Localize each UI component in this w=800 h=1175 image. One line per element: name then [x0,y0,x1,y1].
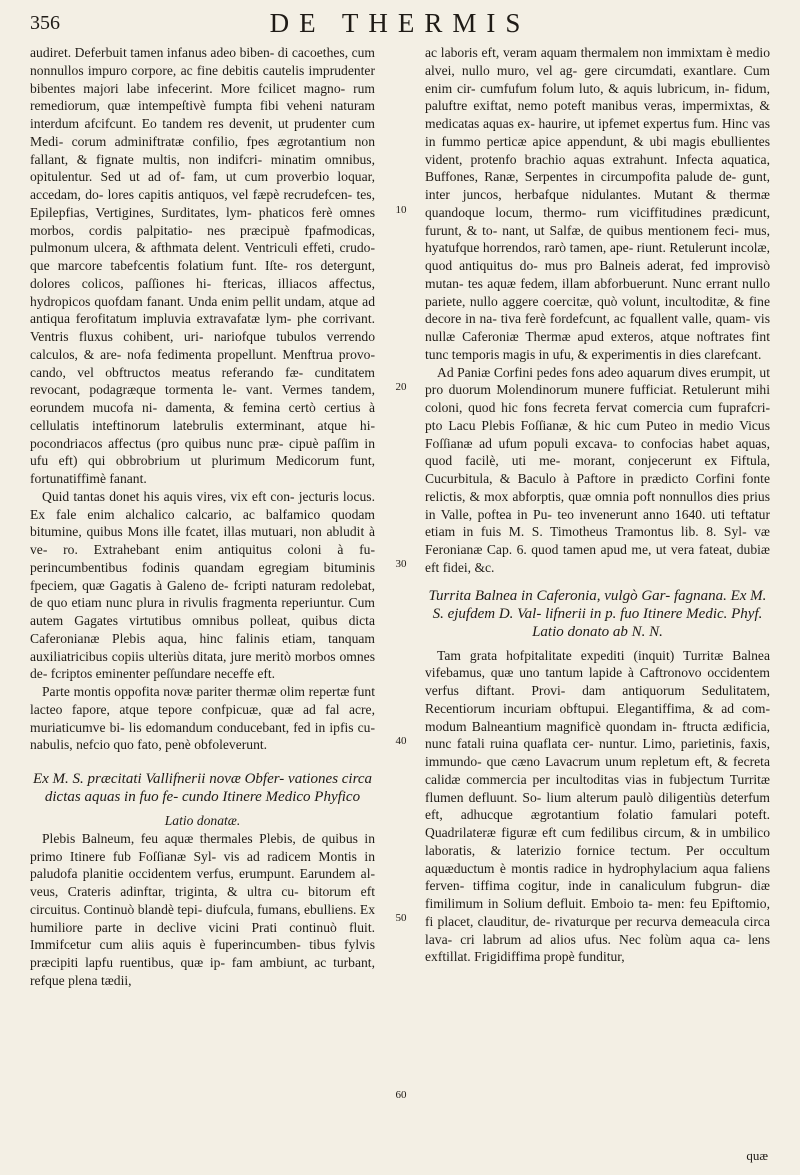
paragraph: Parte montis oppofita novæ pariter thermæ olim repertæ funt lacteo fapore, atque tepore confpicuæ, quæ ad fal acre, muriaticumve bi- lis edomandum conducebant, fed in ipfis cu- nabulis, nefcio quo fato, penè obfoleverunt. [30,684,375,753]
section-heading: Turrita Balnea in Caferonia, vulgò Gar- fagnana. Ex M. S. ejufdem D. Val- lifnerii in p. fuo Itinere Medic. Phyf. Latio donato ab N. N. [428,587,767,640]
catchword: quæ [746,1148,768,1163]
paragraph: Plebis Balneum, feu aquæ thermales Plebis, de quibus in primo Itinere fub Foſſianæ Syl- vis ad radicem Montis in paludofa planitie occidentem verfus, erumpunt. Earundem al- veus, Crateris adinftar, triginta, & ultra cu- bitorum eft circuitus. Continuò blandè tepi- diufcula, fumans, ebulliens. Ex humiliore parte in declive vicini Prati continuò fluit. Immifcetur cum aliis aquis è fuperincumben- tibus fylvis præcipiti lapfu ruentibus, quæ ip- fam ambiunt, ac turbant, refque plena tædii, [30,830,375,988]
paragraph: Ad Paniæ Corfini pedes fons adeo aquarum dives erumpit, ut pro duorum Molendinorum munere fufficiat. Retulerunt mihi coloni, quod hic fons fecreta fervat comercia cum fuprafcri- pto Lacu Plebis Foſſianæ, & hic cum Puteo in medio Vicus Foſſianæ ad ufum populi excava- to confocias habet aquas, quod facilè, uti me- morant, conjecerunt ex Fiftula, Cucurbitula, & Baculo à Paftore in prædicto Corfini fonte relictis, & mox abforptis, quæ omnia poft nonnullos dies prius in Valle, poftea in Pu- teo invenerunt anno 1640. uti teftatur etiam in fuis M. S. Timotheus Tramontus lib. 8. Syl- væ Feronianæ Cap. 6. quod tamen apud me, ut vera fateat, dubiæ eft fidei, &c. [425,364,770,575]
line-number: 50 [395,912,407,924]
line-number: 20 [395,381,407,393]
paragraph: audiret. Deferbuit tamen infanus adeo biben- di cacoethes, cum nonnullos impuro corpore, ac fine debitis cautelis imprudenter bibentes majori labe infecerint. More fcilicet magno- rum remediorum, quæ intempeſtivè fumpta fibi veheni naturam interdum afcifcunt. Eo tandem res devenit, ut prudenter cum Medi- corum adminiftratæ confilio, fpes ægrotantium non fallant, & fignate multis, non indifcri- minatim omnibus, opitulentur. Sed ut ad of- fam, ut cum proverbio loquar, accedam, do- lores capitis antiquos, vel fæpè recrudefcen- tes, Epilepfias, Vertigines, Surditates, lym- phaticos ferè omnes morbos, cordis palpitatio- nes præcipuè fpafmodicas, pulmonum ulcera, & afthmata delent. Ventriculi effeti, crudo- que marcore tabefcentis folatium funt. Iſte- ros detergunt, dolores colicos, paſſiones hi- ftericas, illiacos affectus, hydropicos quofdam fanant. Unda enim pellit undam, atque ad antiqua ferofitatum impluvia extravafatæ lym- phe corrivant. Ventris fluxus cohibent, uri- nariofque tubulos verrendo calculos, & are- nofa fedimenta propellunt. Menftrua provo- cando, vel obftructos meatus referando fæ- cunditatem revocant, podagræque tormenta le- vant. Vermes tandem, eorundem mucofa ni- damenta, & femina certò certius à cellulatis inteftinorum latebrulis exterminant, atque hi- pocondriacos affectus (pro quibus nunc præ- cipuè paſſim in ufu eft) qui obbrobrium ut plurimum Medicorum funt, fortunatiffimè fanant. [30,45,375,486]
paragraph: ac laboris eft, veram aquam thermalem non immixtam è medio alvei, nullo muro, vel ag- gere circumdati, exantlare. Cum enim cir- cumfufum folum luto, & aquis lubricum, in- fidum, paluftre exiftat, nemo poteft manibus veras, impermixtas, & medicatas aquas ex- haurire, ut ipfemet expertus fum. Hinc vas in fummo perticæ apice appendunt, & ubi magis ebullientes vident, protenfo brachio aquas extrahunt. Infecta aquatica, Buffones, Ranæ, Serpentes in circumpofita palude de- gunt, inter juncos, herbafque nidulantes. Mutant & thermæ quandoque locum, thermo- rum viciffitudines prædicunt, furunt, & to- nant, ut Salfæ, de quibus mentionem feci- mus, hyatufque horrendos, rarò tamen, ape- riunt. Retulerunt incolæ, quod antiquitus do- mus pro Balneis aderat, fed improvisò mutan- tes aquæ fedem, illam abforbuerunt. Nunc errant nullo pariete, nullo aggere coercitæ, quò volunt, incultoditæ, & fine decore in na- tiva ferè fordefcunt, ac fquallent valle, quam- vis nullæ Caferoniæ Thermæ apud exteros, atque noftrates fint tunc temporis magis in ufu, & experimentis in dies clarefcant. [425,45,770,362]
running-title: DE THERMIS [269,8,531,38]
line-number: 60 [395,1089,407,1101]
right-column [425,44,770,966]
paragraph: Quid tantas donet his aquis vires, vix eft con- jecturis locus. Ex fale enim alchalico calcario, ac balfamico quodam bitumine, quibus Mons ille fcatet, illas mutuari, non abludit à ve- ro. Extrahebant enim antiquitus coloni à fu- perincumbentibus fodinis quandam egregiam bituminis fpeciem, quæ Gagatis à Galeno de- fcripti naturam redolebat, de quo etiam nunc plura in rivulis fragmenta reperiuntur. Cum autem Gagates virtutibus omnibus polleat, quibus dicta Caferonianæ Plebis aqua, hinc falinis etiam, tanquam auxiliatricibus copiis ulteriùs ditata, jure meritò morbos omnes de- fcriptos eminenter peſſundare neceffe eft. [30,488,375,682]
line-number: 10 [395,204,407,216]
line-number: 30 [395,558,407,570]
line-number: 40 [395,735,407,747]
page-number: 356 [30,12,60,34]
section-heading: Ex M. S. præcitati Vallifnerii novæ Obfer- vationes circa dictas aquas in fuo fe- cundo Itinere Medico Phyfico [32,771,373,805]
paragraph: Tam grata hofpitalitate expediti (inquit) Turritæ Balnea vifebamus, quæ uno tantum lapide à Caftronovo occidentem verfus diftant. Provi- dam antiquorum Sedulitatem, Recentiorum incuriam obftupui. Elegantiffima, & ad com- modum Balneantium magnificè quondam in- ftructa ædificia, nunc fatali ruina quaflata cer- nuntur. Limo, parietinis, faxis, immundo- que cæno Lavacrum unum repletum eft, & fecreta calidæ commercia per incultoditas vias in fubjectum Turritæ flumen defluunt. So- lium alterum paulò diligentiùs deterfum eft, adhucque ægrotantium folatio famulari poteft. Quadrilateræ figuræ eft cum fedilibus circum, & in umbilico laboratis, & laterizio fornice tectum. Per occultum aquæductum è montis radice in hydrophylacium aqua faliens ferven- tiffima cogitur, inde in canaliculum fubgrun- diæ fimilimum in Solium defluit. Emboio ta- men: feu Epiftomio, fi placet, clauditur, de- rivaturque per recurva demeacula circa lava- cri labrum ad alios ufus. Nec folùm aqua ca- lens exftillat. Frigidiffima propè funditur, [425,647,770,965]
left-column [30,44,375,990]
section-subheading: Latio donatæ. [164,813,241,828]
